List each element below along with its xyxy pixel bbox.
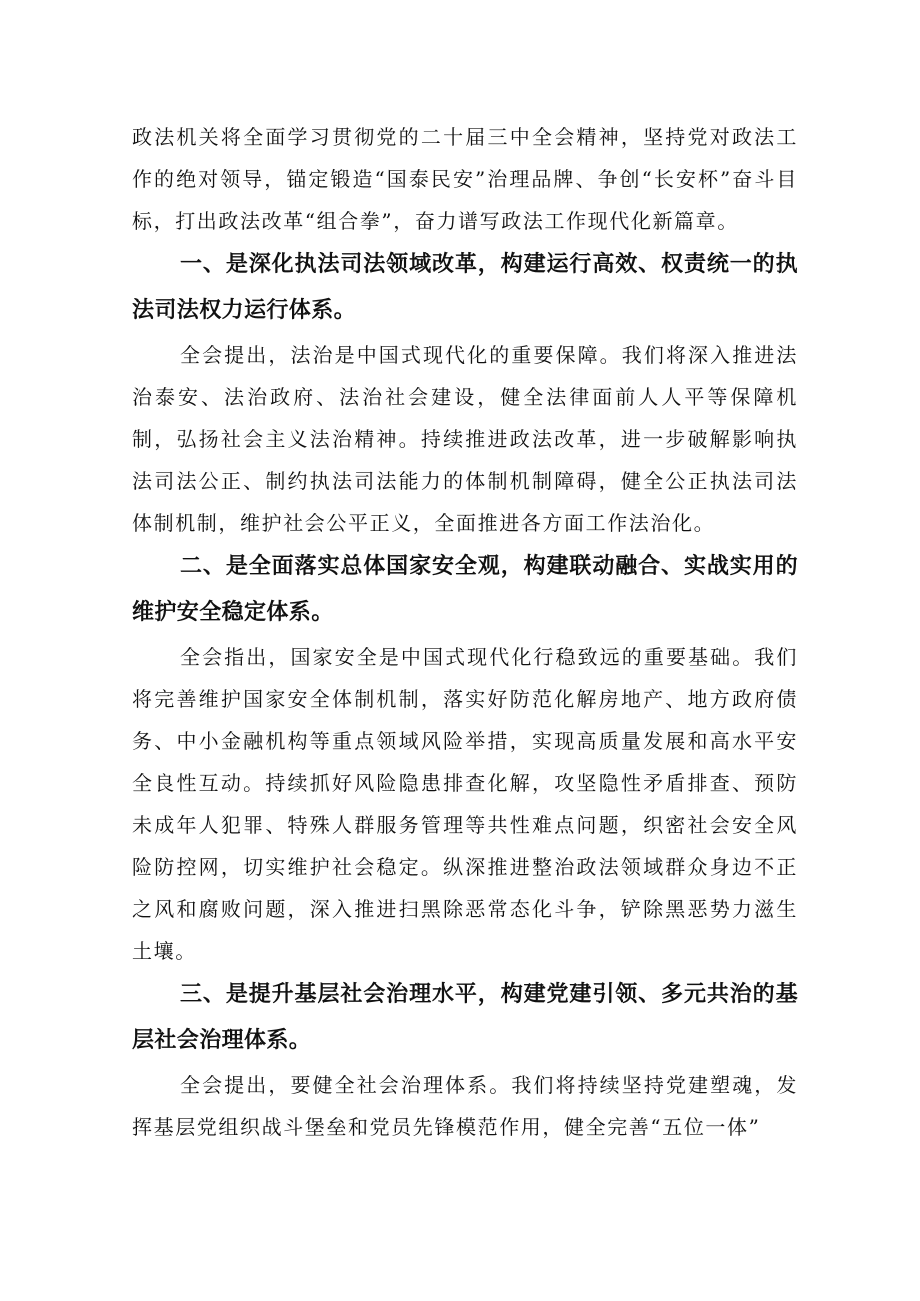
section-body-1: 全会提出，法治是中国式现代化的重要保障。我们将深入推进法治泰安、法治政府、法治社会建设，健全法律面前人人平等保障机制，弘扬社会主义法治精神。持续推进政法改革，进一步破解影响执法司法公正、制约执法司法能力的体制机制障碍，健全公正执法司法体制机制，维护社会公平正义，全面推进各方面工作法治化。 bbox=[132, 343, 798, 535]
section-heading-1: 一、是深化执法司法领域改革，构建运行高效、权责统一的执法司法权力运行体系。 bbox=[132, 252, 798, 323]
section-heading-2: 二、是全面落实总体国家安全观，构建联动融合、实战实用的维护安全稳定体系。 bbox=[132, 554, 798, 625]
intro-paragraph: 政法机关将全面学习贯彻党的二十届三中全会精神，坚持党对政法工作的绝对领导，锚定锻造“国泰民安”治理品牌、争创“长安杯”奋斗目标，打出政法改革“组合拳”，奋力谱写政法工作现代化新篇章。 bbox=[132, 125, 798, 233]
section-heading-3: 三、是提升基层社会治理水平，构建党建引领、多元共治的基层社会治理体系。 bbox=[132, 982, 798, 1053]
document-content bbox=[132, 116, 798, 1148]
section-body-3: 全会提出，要健全社会治理体系。我们将持续坚持党建塑魂，发挥基层党组织战斗堡垒和党员先锋模范作用，健全完善“五位一体” bbox=[132, 1073, 798, 1139]
section-body-2: 全会指出，国家安全是中国式现代化行稳致远的重要基础。我们将完善维护国家安全体制机制，落实好防范化解房地产、地方政府债务、中小金融机构等重点领域风险举措，实现高质量发展和高水平安全良性互动。持续抓好风险隐患排查化解，攻坚隐性矛盾排查、预防未成年人犯罪、特殊人群服务管理等共性难点问题，织密社会安全风险防控网，切实维护社会稳定。纵深推进整治政法领域群众身边不正之风和腐败问题，深入推进扫黑除恶常态化斗争，铲除黑恶势力滋生土壤。 bbox=[132, 645, 798, 963]
